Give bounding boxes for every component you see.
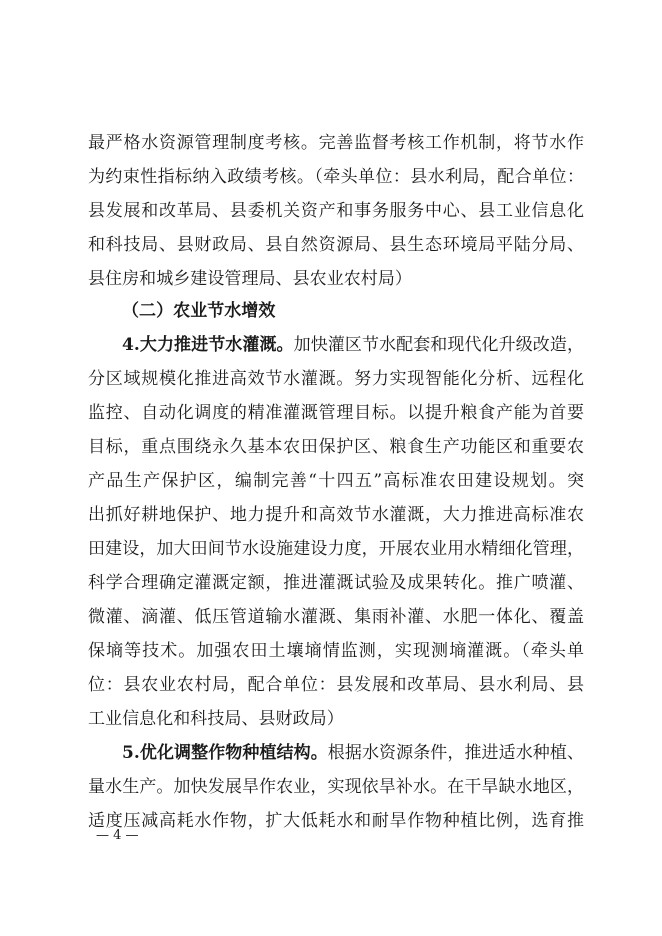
para1-line-2: 为约束性指标纳入政绩考核。（牵头单位：县水利局，配合单位： — [88, 167, 584, 187]
para2-line-11: 位：县农业农村局，配合单位：县发展和改革局、县水利局、县 — [88, 675, 584, 695]
para1-line-4: 和科技局、县财政局、县自然资源局、县生态环境局平陆分局、 — [88, 235, 584, 255]
para2-first-line-text: 加快灌区节水配套和现代化升级改造， — [293, 335, 584, 355]
para2-line-6: 出抓好耕地保护、地力提升和高效节水灌溉，大力推进高标准农 — [88, 505, 584, 525]
para3-first-line — [122, 736, 584, 770]
page-number: — 4 — — [96, 828, 139, 843]
para2-line-10: 保墒等技术。加强农田土壤墒情监测，实现测墒灌溉。（牵头单 — [88, 641, 584, 661]
para2-line-2: 分区域规模化推进高效节水灌溉。努力实现智能化分析、远程化 — [88, 369, 584, 389]
para2-line-7: 田建设，加大田间节水设施建设力度，开展农业用水精细化管理， — [88, 539, 584, 559]
para1-line-1: 最严格水资源管理制度考核。完善监督考核工作机制，将节水作 — [88, 133, 584, 153]
para2-line-8: 科学合理确定灌溉定额，推进灌溉试验及成果转化。推广喷灌、 — [88, 573, 584, 593]
para1-line-5: 县住房和城乡建设管理局、县农业农村局） — [88, 269, 412, 289]
para2-line-4: 目标，重点围绕永久基本农田保护区、粮食生产功能区和重要农 — [88, 437, 584, 457]
para2-line-5: 产品生产保护区，编制完善“十四五”高标准农田建设规划。突 — [88, 471, 584, 491]
para3-line-3: 适度压减高耗水作物，扩大低耗水和耐旱作物种植比例，选育推 — [88, 811, 584, 831]
para2-line-3: 监控、自动化调度的精准灌溉管理目标。以提升粮食产能为首要 — [88, 403, 584, 423]
section-heading: （二）农业节水增效 — [122, 301, 276, 321]
para2-first-line — [122, 328, 584, 362]
para3-line-2: 量水生产。加快发展旱作农业，实现依旱补水。在干旱缺水地区， — [88, 777, 584, 797]
para2-heading: 4.大力推进节水灌溉。 — [122, 335, 294, 355]
para2-line-9: 微灌、滴灌、低压管道输水灌溉、集雨补灌、水肥一体化、覆盖 — [88, 607, 584, 627]
para2-line-12: 工业信息化和科技局、县财政局） — [88, 709, 344, 729]
para3-first-line-text: 根据水资源条件，推进适水种植、 — [327, 743, 585, 763]
para1-line-3: 县发展和改革局、县委机关资产和事务服务中心、县工业信息化 — [88, 201, 584, 221]
para3-heading: 5.优化调整作物种植结构。 — [122, 743, 328, 763]
